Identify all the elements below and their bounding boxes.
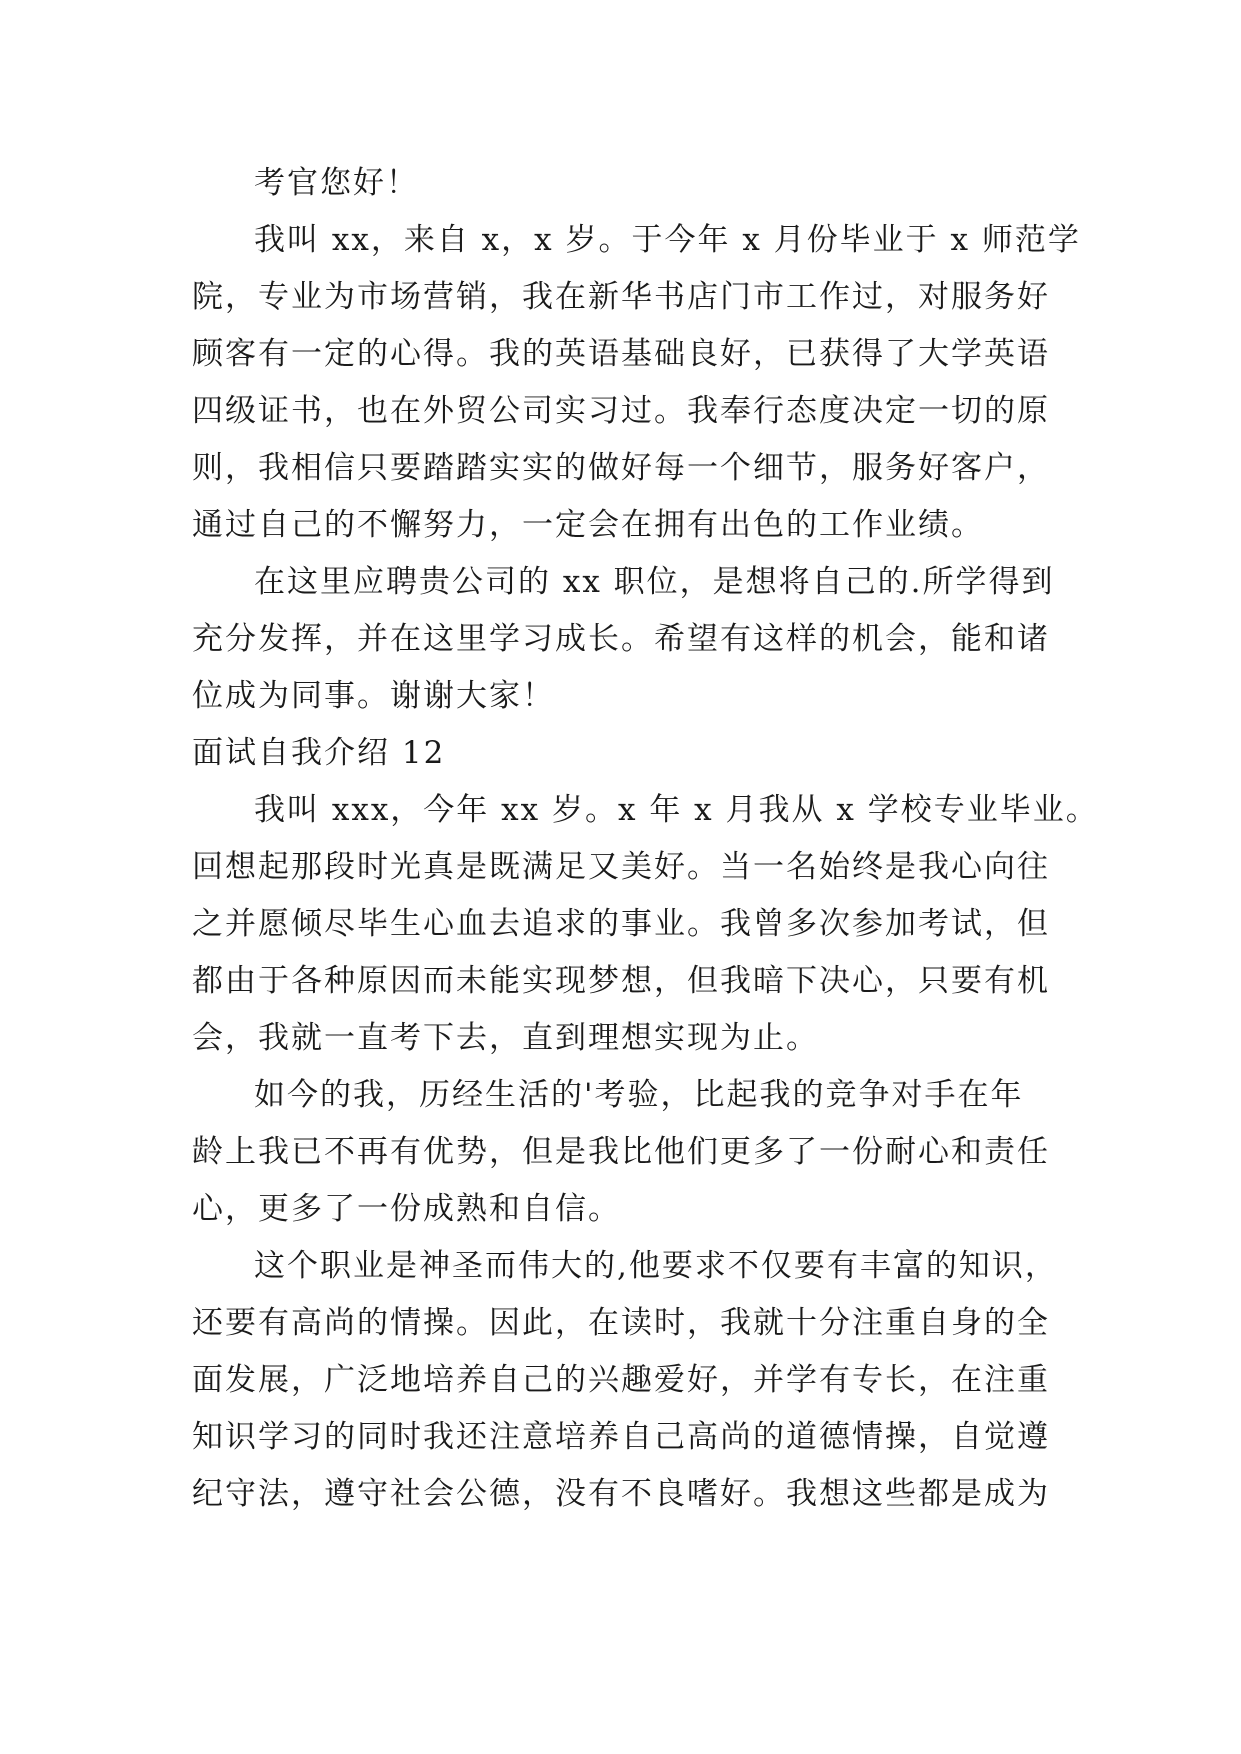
paragraph-line: 通过自己的不懈努力，一定会在拥有出色的工作业绩。 <box>192 507 984 543</box>
paragraph-line: 院，专业为市场营销，我在新华书店门市工作过，对服务好 <box>192 279 1050 315</box>
paragraph-line: 在这里应聘贵公司的 xx 职位，是想将自己的.所学得到 <box>254 564 1055 600</box>
paragraph-line: 位成为同事。谢谢大家！ <box>192 678 555 714</box>
greeting-line: 考官您好！ <box>254 165 419 201</box>
paragraph-line: 则，我相信只要踏踏实实的做好每一个细节，服务好客户， <box>192 450 1050 486</box>
document-body <box>192 155 1099 1523</box>
paragraph-line: 心，更多了一份成熟和自信。 <box>192 1191 621 1227</box>
paragraph-line: 龄上我已不再有优势，但是我比他们更多了一份耐心和责任 <box>192 1134 1050 1170</box>
paragraph-line: 纪守法，遵守社会公德，没有不良嗜好。我想这些都是成为 <box>192 1476 1050 1512</box>
section-heading: 面试自我介绍 12 <box>192 735 446 771</box>
paragraph-line: 知识学习的同时我还注意培养自己高尚的道德情操，自觉遵 <box>192 1419 1050 1455</box>
paragraph-line: 面发展，广泛地培养自己的兴趣爱好，并学有专长，在注重 <box>192 1362 1050 1398</box>
paragraph-line: 充分发挥，并在这里学习成长。希望有这样的机会，能和诸 <box>192 621 1050 657</box>
paragraph-line: 之并愿倾尽毕生心血去追求的事业。我曾多次参加考试，但 <box>192 906 1050 942</box>
paragraph-line: 如今的我，历经生活的'考验，比起我的竞争对手在年 <box>254 1077 1024 1113</box>
paragraph-line: 回想起那段时光真是既满足又美好。当一名始终是我心向往 <box>192 849 1050 885</box>
paragraph-line: 还要有高尚的情操。因此，在读时，我就十分注重自身的全 <box>192 1305 1050 1341</box>
paragraph-line: 顾客有一定的心得。我的英语基础良好，已获得了大学英语 <box>192 336 1050 372</box>
paragraph-line: 我叫 xxx，今年 xx 岁。x 年 x 月我从 x 学校专业毕业。 <box>254 792 1099 828</box>
paragraph-line: 四级证书，也在外贸公司实习过。我奉行态度决定一切的原 <box>192 393 1050 429</box>
paragraph-line: 我叫 xx，来自 x，x 岁。于今年 x 月份毕业于 x 师范学 <box>254 222 1081 258</box>
paragraph-line: 会，我就一直考下去，直到理想实现为止。 <box>192 1020 819 1056</box>
paragraph-line: 这个职业是神圣而伟大的,他要求不仅要有丰富的知识， <box>254 1248 1058 1284</box>
paragraph-line: 都由于各种原因而未能实现梦想，但我暗下决心，只要有机 <box>192 963 1050 999</box>
